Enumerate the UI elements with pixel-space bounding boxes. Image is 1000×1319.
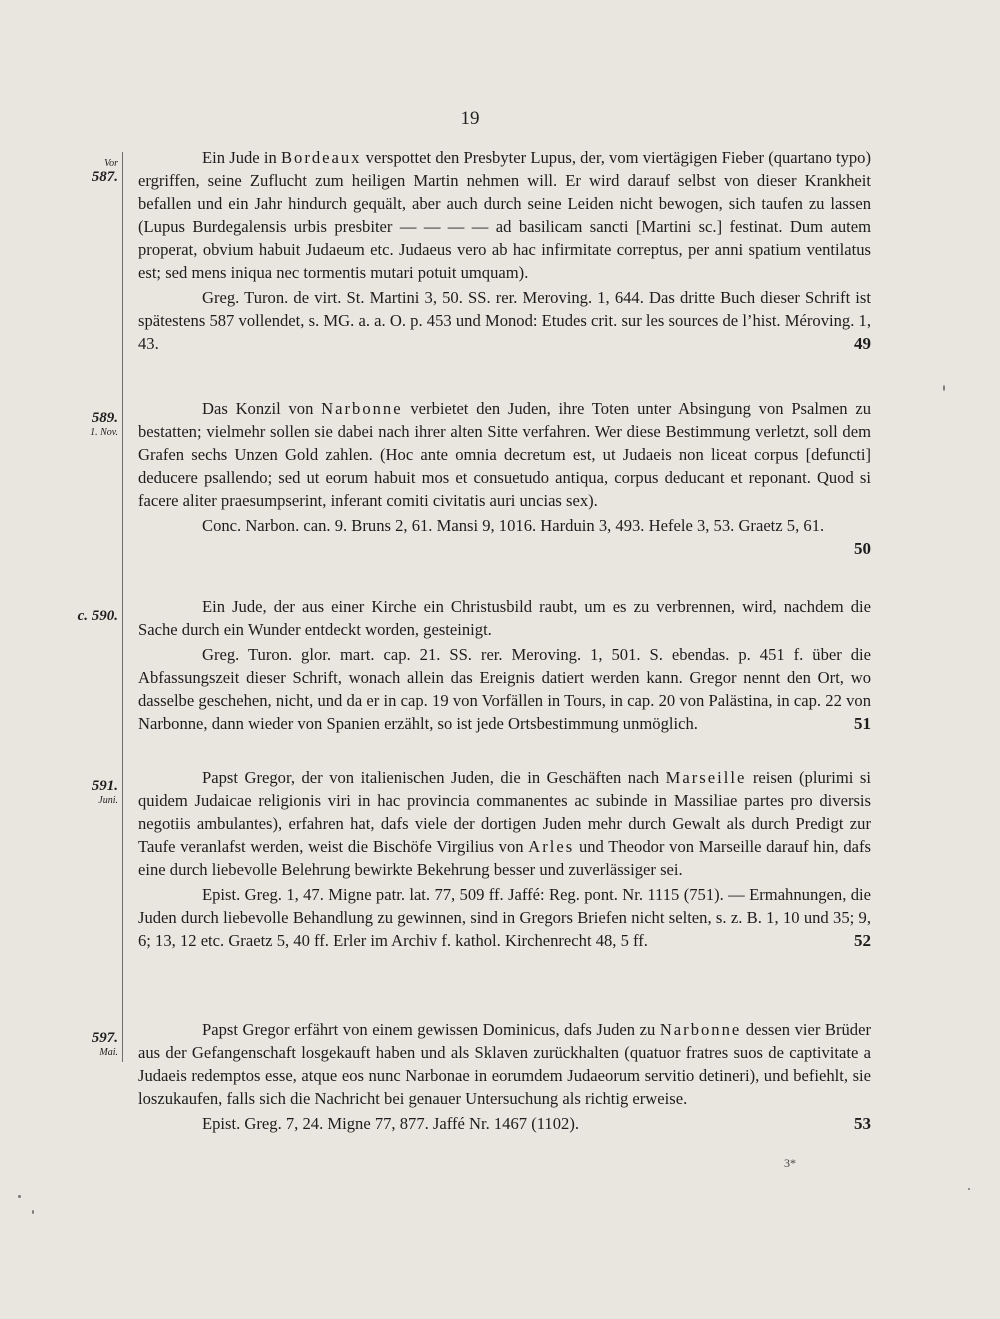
- entry-body: [138, 595, 871, 641]
- entry-text: verspottet den Presbyter Lupus, der, vom viertägigen Fieber (quartano typo) ergriffen, seine Zuflucht zum heiligen Martin nehmen will. Er wird darauf selbst von dieser Krankheit befallen und ein Jahr hindurch gequält, aber auch durch seine Leiden nicht bewogen, sich taufen zu lassen (Lupus Burdegalensis urbis presbiter — — — — ad basilicam sancti [Martini sc.] festinat. Dum autem properat, obvium habuit Judaeum etc. Judaeus vero ab hac infirmitate correptus, per anni spatium ventilatus est; sed mens iniqua nec tormentis mutari potuit umquam).: [138, 148, 871, 282]
- entry-text: verbietet den Juden, ihre Toten unter Absingung von Psalmen zu bestatten; vielmehr sollen sie dabei nach ihrer alten Sitte verfahren. Wer diese Bestimmung verletzt, soll dem Grafen sechs Unzen Gold zahlen. (Hoc ante omnia decretum est, ut Judaeis non liceat corpus [defuncti] deducere psallendo; sed ut eorum habuit mos et consuetudo antiqua, corpus deducant et reponant. Quod si facere aliter praesumpserint, inferant comiti civitatis auri uncias sex).: [138, 399, 871, 510]
- entry-text: und Theodor von Marseille darauf hin, dafs eine durch liebevolle Belehrung bewirkte Bekehrung besser und zuverlässiger sei.: [138, 837, 871, 879]
- entry-source: [138, 643, 871, 735]
- source-text: Greg. Turon. de virt. St. Martini 3, 50. SS. rer. Meroving. 1, 644. Das dritte Buch dieser Schrift ist spätestens 587 vollendet, s. MG. a. a. O. p. 453 und Monod: Etudes crit. sur les sources de l’hist. Méroving. 1, 43.: [138, 288, 871, 353]
- entry-text: Papst Gregor erfährt von einem gewissen Dominicus, dafs Juden zu: [202, 1020, 660, 1039]
- entry-number: 53: [854, 1114, 871, 1133]
- year-label: [52, 778, 118, 806]
- entry-source: [138, 286, 871, 355]
- year-label: [52, 1030, 118, 1058]
- entry: [138, 397, 871, 560]
- entry-text: reisen (plurimi si quidem Judaicae religionis viri in hac provincia commanentes ac subinde in Massiliae partes pro diversis negotiis ambulantes), erfahren hat, dafs viele der dortigen Juden mehr durch Gewalt als durch Predigt zur Taufe veranlafst werden, weist die Bischöfe Virgilius von: [138, 768, 871, 856]
- year-value: 591.: [91, 778, 118, 794]
- entry-body: [138, 397, 871, 512]
- year-label: [52, 608, 118, 625]
- entry-text: Papst Gregor, der von italienischen Juden, die in Geschäften nach: [202, 768, 666, 787]
- place-name: Narbonne: [321, 399, 403, 418]
- entry-body: [138, 146, 871, 284]
- source-text: Greg. Turon. glor. mart. cap. 21. SS. rer. Meroving. 1, 501. S. ebendas. p. 451 f. über die Abfassungszeit dieser Schrift, wonach allein das Ereignis datiert werden kann. Gregor nennt den Ort, wo dasselbe geschehen, nicht, und da er in cap. 19 von Vorfällen in Tours, in cap. 20 von Palästina, in cap. 22 von Narbonne, dann wieder von Spanien erzählt, so ist jede Ortsbestimmung unmöglich.: [138, 645, 871, 733]
- entry-number: 49: [854, 334, 871, 353]
- speck: [943, 385, 945, 391]
- year-value: 597.: [91, 1030, 118, 1046]
- speck: [968, 1188, 970, 1190]
- year-label: [52, 158, 118, 186]
- entry-body: [138, 1018, 871, 1110]
- year-label: [52, 410, 118, 438]
- source-text: Conc. Narbon. can. 9. Bruns 2, 61. Mansi 9, 1016. Harduin 3, 493. Hefele 3, 53. Graetz 5, 61.: [202, 516, 825, 535]
- place-name: Bordeaux: [280, 148, 362, 167]
- entry: [138, 595, 871, 735]
- source-text: Epist. Greg. 1, 47. Migne patr. lat. 77, 509 ff. Jaffé: Reg. pont. Nr. 1115 (751). — Ermahnungen, die Juden durch liebevolle Behandlung zu gewinnen, sind in Gregors Briefen nicht selten, s. z. B. 1, 10 und 35; 9, 6; 13, 12 etc. Graetz 5, 40 ff. Erler im Archiv f. kathol. Kirchenrecht 48, 5 ff.: [138, 885, 871, 950]
- year-value: 589.: [91, 410, 118, 426]
- entry-text: Das Konzil von: [202, 399, 322, 418]
- entry-source: [138, 514, 871, 558]
- margin-rule: [122, 152, 123, 1062]
- year-value: 587.: [91, 169, 118, 185]
- place-name: Narbonne: [659, 1020, 742, 1039]
- entry: [138, 1018, 871, 1135]
- year-value: c. 590.: [77, 608, 118, 624]
- entry-number: 52: [854, 931, 871, 950]
- date-sub: Juni.: [98, 794, 118, 806]
- entry-number: 51: [854, 714, 871, 733]
- date-sub: Mai.: [99, 1046, 118, 1058]
- entry-text: dessen vier Brüder aus der Gefangenschaft losgekauft haben und als Sklaven zurückhalten (quatuor fratres suos de captivitate a Judaeis redemptos esse, atque eos nunc Narbonae in eorumdem Judaeorum servitio detineri), und befiehlt, sie loszukaufen, falls sich die Nachricht bei genauer Untersuchung als richtig erweise.: [138, 1020, 871, 1108]
- entry-source: [138, 883, 871, 952]
- entry-source: [138, 1112, 871, 1135]
- place-name: Marseille: [665, 768, 747, 787]
- signature-mark: 3*: [784, 1156, 796, 1170]
- entry: [138, 766, 871, 952]
- source-text: Epist. Greg. 7, 24. Migne 77, 877. Jaffé Nr. 1467 (1102).: [202, 1114, 579, 1133]
- year-prefix: Vor: [104, 158, 118, 169]
- place-name: Arles: [528, 837, 575, 856]
- entry-text: Ein Jude in: [202, 148, 281, 167]
- page-number: 19: [460, 108, 480, 129]
- entry-text: Ein Jude, der aus einer Kirche ein Christusbild raubt, um es zu verbrennen, wird, nachdem die Sache durch ein Wunder entdeckt worden, gesteinigt.: [138, 597, 871, 639]
- entry-number: 50: [854, 539, 871, 558]
- speck: [32, 1210, 34, 1214]
- entry: [138, 146, 871, 355]
- speck: [18, 1195, 21, 1198]
- date-sub: 1. Nov.: [90, 426, 118, 438]
- entry-body: [138, 766, 871, 881]
